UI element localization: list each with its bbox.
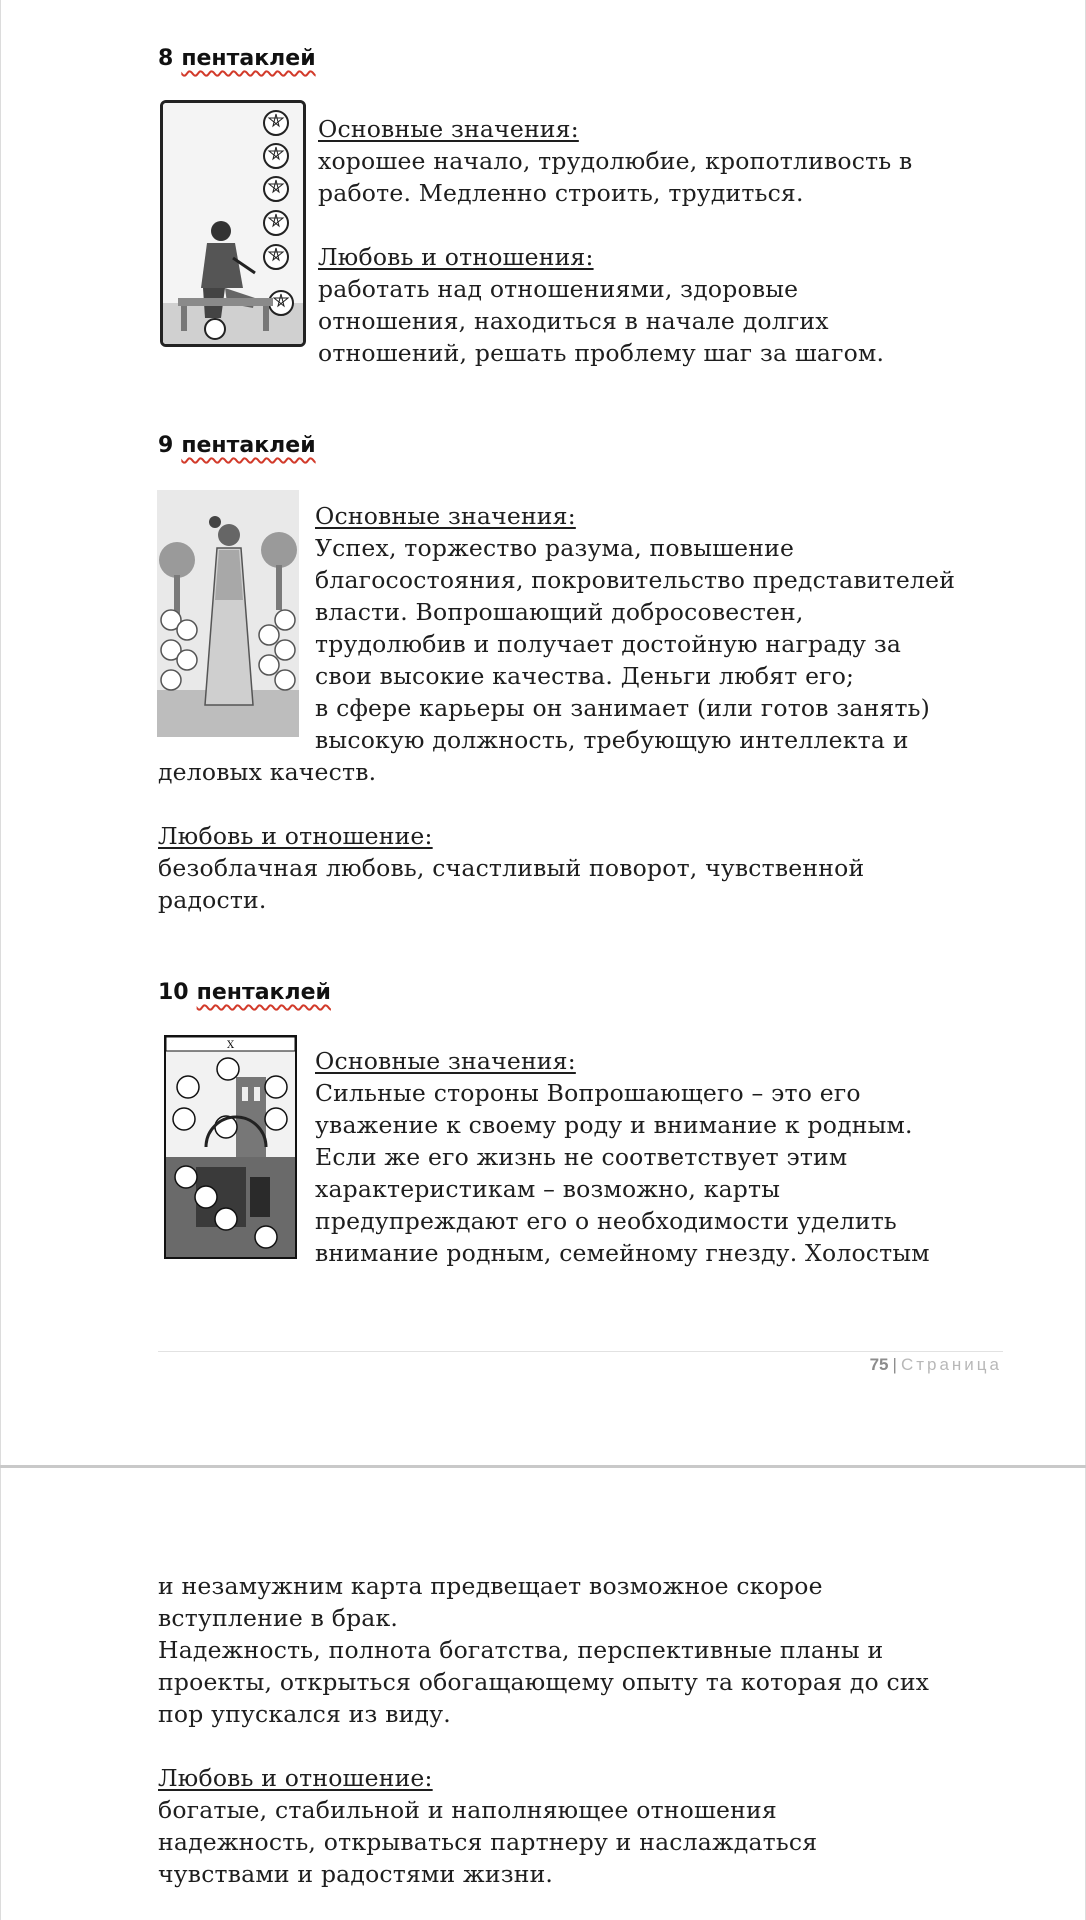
text-line: благосостояния, покровительство представителей <box>315 566 956 594</box>
card-image-10-pentacles <box>164 1035 297 1259</box>
text-line: чувствами и радостями жизни. <box>158 1860 554 1888</box>
text-line: отношения, находиться в начале долгих <box>318 307 829 335</box>
card-9-text-continued <box>158 756 864 916</box>
page-label: Страница <box>900 1355 1002 1374</box>
text-line: радости. <box>158 886 267 914</box>
page-number: 75 <box>869 1355 889 1374</box>
card-10-text <box>315 1045 930 1269</box>
heading-number: 9 <box>158 433 174 458</box>
text-line: богатые, стабильной и наполняющее отношения <box>158 1796 777 1824</box>
heading-10-pentacles <box>158 980 331 1005</box>
text-line: высокую должность, требующую интеллекта и <box>315 726 909 754</box>
text-line: работе. Медленно строить, трудиться. <box>318 179 804 207</box>
text-line: свои высокие качества. Деньги любят его; <box>315 662 855 690</box>
page-footer <box>870 1355 1002 1375</box>
footer-rule <box>158 1351 1003 1352</box>
heading-number: 8 <box>158 46 174 71</box>
heading-number: 10 <box>158 980 189 1005</box>
main-meaning-label: Основные значения: <box>315 502 576 530</box>
text-line: Сильные стороны Вопрошающего – это его <box>315 1079 861 1107</box>
text-line: характеристикам – возможно, карты <box>315 1175 781 1203</box>
love-label: Любовь и отношение: <box>158 1764 433 1792</box>
heading-word: пентаклей <box>196 980 331 1005</box>
card-roman-numeral: X <box>226 1040 235 1051</box>
footer-separator: | <box>892 1355 897 1374</box>
continuation-text <box>158 1570 929 1890</box>
text-line: хорошее начало, трудолюбие, кропотливость в <box>318 147 913 175</box>
card-image-8-pentacles <box>160 100 306 347</box>
text-line: пор упускался из виду. <box>158 1700 451 1728</box>
text-line: и незамужним карта предвещает возможное скорое <box>158 1572 823 1600</box>
text-line: надежность, открываться партнеру и наслаждаться <box>158 1828 818 1856</box>
text-line: внимание родным, семейному гнезду. Холостым <box>315 1239 930 1267</box>
love-label: Любовь и отношение: <box>158 822 433 850</box>
main-meaning-label: Основные значения: <box>315 1047 576 1075</box>
text-line: вступление в брак. <box>158 1604 399 1632</box>
heading-8-pentacles <box>158 46 316 71</box>
card-9-text <box>315 500 955 756</box>
card-8-text <box>318 113 912 369</box>
text-line: предупреждают его о необходимости уделить <box>315 1207 897 1235</box>
text-line: Надежность, полнота богатства, перспективные планы и <box>158 1636 884 1664</box>
text-line: безоблачная любовь, счастливый поворот, чувственной <box>158 854 865 882</box>
text-line: в сфере карьеры он занимает (или готов занять) <box>315 694 931 722</box>
heading-9-pentacles <box>158 433 316 458</box>
heading-word: пентаклей <box>181 433 316 458</box>
card-image-9-pentacles <box>157 490 299 737</box>
page-break <box>0 1465 1086 1468</box>
text-line: отношений, решать проблему шаг за шагом. <box>318 339 885 367</box>
text-line: работать над отношениями, здоровые <box>318 275 799 303</box>
text-line: деловых качеств. <box>158 758 377 786</box>
text-line: Если же его жизнь не соответствует этим <box>315 1143 848 1171</box>
text-line: Успех, торжество разума, повышение <box>315 534 795 562</box>
text-line: проекты, открыться обогащающему опыту та которая до сих <box>158 1668 930 1696</box>
text-line: власти. Вопрошающий добросовестен, <box>315 598 804 626</box>
text-line: уважение к своему роду и внимание к родным. <box>315 1111 913 1139</box>
text-line: трудолюбив и получает достойную награду за <box>315 630 902 658</box>
heading-word: пентаклей <box>181 46 316 71</box>
love-label: Любовь и отношения: <box>318 243 594 271</box>
page-left-edge <box>0 0 1 1920</box>
main-meaning-label: Основные значения: <box>318 115 579 143</box>
